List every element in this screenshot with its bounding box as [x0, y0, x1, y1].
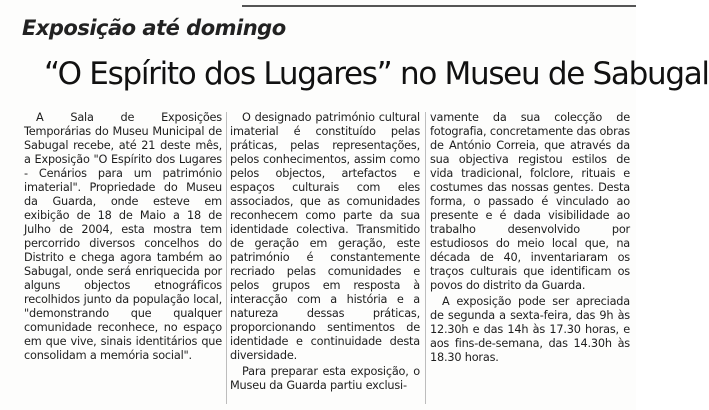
article-column-2 [230, 111, 420, 393]
column-2-paragraph-2: Para preparar esta exposição, o Museu da Guarda partiu exclusi- [230, 365, 420, 392]
top-rule [242, 5, 636, 7]
column-divider-2 [425, 112, 426, 404]
column-2-paragraph-1: O designado património cultural imaterial é constituído pelas práticas, pelas representações, pelos conhecimentos, assim como pelos objectos, artefactos e espaços culturais com eles associados, que as comunidades reconhecem como parte da sua identidade colectiva. Transmitido de geração em geração, este património é constantemente recriado pelas comunidades e pelos grupos em resposta à interacção com a história e a natureza dessas práticas, proporcionando sentimentos de identidade e continuidade desta diversidade. [230, 111, 420, 362]
article-column-1 [24, 111, 222, 363]
column-3-paragraph-2: A exposição pode ser apreciada de segunda a sexta-feira, das 9h às 12.30h e das 14h às 17.30 horas, e aos fins-de-semana, das 14.30h às 18.30 horas. [430, 295, 630, 364]
article-kicker: Exposição até domingo [22, 16, 286, 40]
column-1-paragraph-1: A Sala de Exposições Temporárias do Museu Municipal de Sabugal recebe, até 21 deste mês, a Exposição "O Espírito dos Lugares - Cenários para um património imaterial". Propriedade do Museu da Guarda, onde esteve em exibição de 18 de Maio a 18 de Julho de 2004, esta mostra tem percorrido diversos concelhos do Distrito e chega agora também ao Sabugal, onde será enriquecida por alguns objectos etnográficos recolhidos junto da população local, "demonstrando que qualquer comunidade reconhece, no espaço em que vive, sinais identitários que consolidam a memória social". [24, 111, 222, 362]
column-3-paragraph-1: vamente da sua colecção de fotografia, concretamente das obras de António Correia, que através da sua objectiva registou estilos de vida tradicional, folclore, rituais e costumes das nossas gentes. Desta forma, o passado é vinculado ao presente e é dada visibilidade ao trabalho desenvolvido por estudiosos do meio local que, na década de 40, inventariaram os traços culturais que identificam os povos do distrito da Guarda. [430, 111, 630, 292]
column-divider-1 [226, 112, 227, 404]
article-column-3 [430, 111, 630, 365]
article-headline: “O Espírito dos Lugares” no Museu de Sabugal [44, 56, 709, 92]
